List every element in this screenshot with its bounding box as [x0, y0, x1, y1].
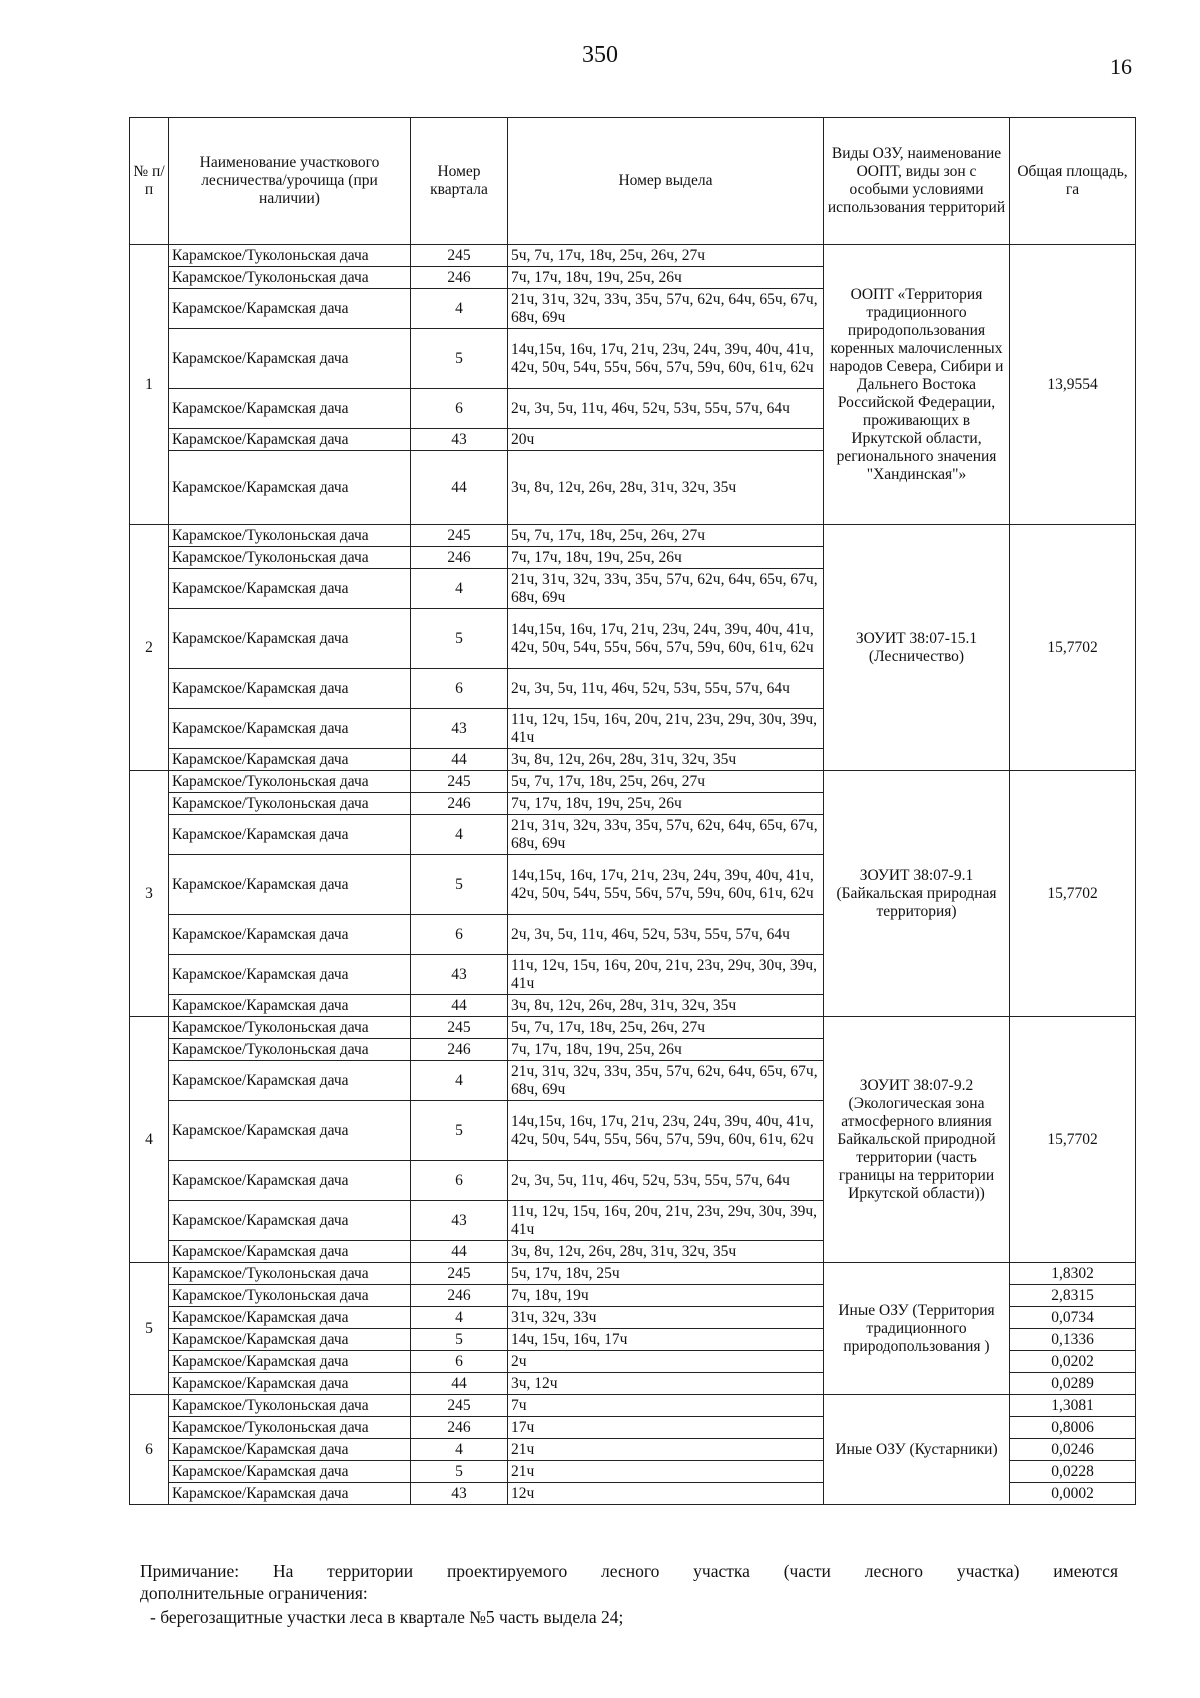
forestry-name: Карамское/Карамская дача [169, 609, 411, 669]
ozu-type: ЗОУИТ 38:07-9.2 (Экологическая зона атмосферного влияния Байкальской природной территории (часть границы на территории Иркутской области)) [824, 1017, 1010, 1263]
forestry-name: Карамское/Карамская дача [169, 1241, 411, 1263]
forestry-name: Карамское/Карамская дача [169, 1307, 411, 1329]
kvartal-number: 245 [411, 1017, 508, 1039]
vydel-numbers: 3ч, 8ч, 12ч, 26ч, 28ч, 31ч, 32ч, 35ч [508, 1241, 824, 1263]
total-area: 15,7702 [1010, 525, 1136, 771]
group-number: 4 [130, 1017, 169, 1263]
vydel-numbers: 5ч, 7ч, 17ч, 18ч, 25ч, 26ч, 27ч [508, 525, 824, 547]
kvartal-number: 246 [411, 267, 508, 289]
kvartal-number: 5 [411, 329, 508, 389]
note-line-2: дополнительные ограничения: [140, 1583, 368, 1603]
kvartal-number: 44 [411, 995, 508, 1017]
forestry-name: Карамское/Карамская дача [169, 1161, 411, 1201]
row-area: 0,0289 [1010, 1373, 1136, 1395]
forestry-name: Карамское/Туколоньская дача [169, 1263, 411, 1285]
forestry-name: Карамское/Карамская дача [169, 1439, 411, 1461]
kvartal-number: 4 [411, 289, 508, 329]
forestry-name: Карамское/Туколоньская дача [169, 1395, 411, 1417]
kvartal-number: 4 [411, 1439, 508, 1461]
group-number: 6 [130, 1395, 169, 1505]
vydel-numbers: 7ч, 18ч, 19ч [508, 1285, 824, 1307]
vydel-numbers: 14ч,15ч, 16ч, 17ч, 21ч, 23ч, 24ч, 39ч, 40ч, 41ч, 42ч, 50ч, 54ч, 55ч, 56ч, 57ч, 59ч, 60ч, 61ч, 62ч [508, 329, 824, 389]
forestry-name: Карамское/Карамская дача [169, 915, 411, 955]
row-area: 0,0734 [1010, 1307, 1136, 1329]
kvartal-number: 5 [411, 1329, 508, 1351]
forestry-name: Карамское/Карамская дача [169, 289, 411, 329]
row-area: 0,0202 [1010, 1351, 1136, 1373]
kvartal-number: 6 [411, 389, 508, 429]
page-number-right: 16 [1110, 54, 1132, 79]
kvartal-number: 6 [411, 1161, 508, 1201]
row-area: 1,8302 [1010, 1263, 1136, 1285]
vydel-numbers: 5ч, 7ч, 17ч, 18ч, 25ч, 26ч, 27ч [508, 245, 824, 267]
vydel-numbers: 21ч [508, 1461, 824, 1483]
forestry-name: Карамское/Туколоньская дача [169, 1017, 411, 1039]
forest-restrictions-table [129, 117, 1136, 1505]
header-kvartal: Номер квартала [411, 118, 508, 245]
kvartal-number: 246 [411, 1285, 508, 1307]
kvartal-number: 5 [411, 1101, 508, 1161]
table-body [130, 245, 1136, 1505]
vydel-numbers: 5ч, 7ч, 17ч, 18ч, 25ч, 26ч, 27ч [508, 1017, 824, 1039]
vydel-numbers: 5ч, 17ч, 18ч, 25ч [508, 1263, 824, 1285]
forestry-name: Карамское/Карамская дача [169, 995, 411, 1017]
row-area: 0,8006 [1010, 1417, 1136, 1439]
header-num: № п/ п [130, 118, 169, 245]
vydel-numbers: 21ч, 31ч, 32ч, 33ч, 35ч, 57ч, 62ч, 64ч, 65ч, 67ч, 68ч, 69ч [508, 815, 824, 855]
header-name: Наименование участкового лесничества/урочища (при наличии) [169, 118, 411, 245]
vydel-numbers: 2ч [508, 1351, 824, 1373]
kvartal-number: 245 [411, 1263, 508, 1285]
kvartal-number: 44 [411, 749, 508, 771]
vydel-numbers: 7ч, 17ч, 18ч, 19ч, 25ч, 26ч [508, 547, 824, 569]
header-vydel: Номер выдела [508, 118, 824, 245]
row-area: 0,0002 [1010, 1483, 1136, 1505]
vydel-numbers: 21ч [508, 1439, 824, 1461]
page-number-top: 350 [582, 42, 618, 68]
group-number: 3 [130, 771, 169, 1017]
ozu-type: Иные ОЗУ (Территория традиционного природопользования ) [824, 1263, 1010, 1395]
kvartal-number: 4 [411, 569, 508, 609]
vydel-numbers: 21ч, 31ч, 32ч, 33ч, 35ч, 57ч, 62ч, 64ч, 65ч, 67ч, 68ч, 69ч [508, 1061, 824, 1101]
vydel-numbers: 2ч, 3ч, 5ч, 11ч, 46ч, 52ч, 53ч, 55ч, 57ч, 64ч [508, 389, 824, 429]
vydel-numbers: 21ч, 31ч, 32ч, 33ч, 35ч, 57ч, 62ч, 64ч, 65ч, 67ч, 68ч, 69ч [508, 569, 824, 609]
forestry-name: Карамское/Карамская дача [169, 1351, 411, 1373]
row-area: 2,8315 [1010, 1285, 1136, 1307]
forestry-name: Карамское/Карамская дача [169, 1101, 411, 1161]
forestry-name: Карамское/Туколоньская дача [169, 267, 411, 289]
note-line-3: - берегозащитные участки леса в квартале №5 часть выдела 24; [150, 1607, 624, 1627]
kvartal-number: 5 [411, 609, 508, 669]
ozu-type: Иные ОЗУ (Кустарники) [824, 1395, 1010, 1505]
forestry-name: Карамское/Карамская дача [169, 429, 411, 451]
kvartal-number: 44 [411, 451, 508, 525]
vydel-numbers: 7ч, 17ч, 18ч, 19ч, 25ч, 26ч [508, 793, 824, 815]
group-number: 2 [130, 525, 169, 771]
forestry-name: Карамское/Карамская дача [169, 955, 411, 995]
kvartal-number: 43 [411, 709, 508, 749]
total-area: 15,7702 [1010, 1017, 1136, 1263]
forestry-name: Карамское/Карамская дача [169, 1483, 411, 1505]
vydel-numbers: 7ч [508, 1395, 824, 1417]
row-area: 0,0228 [1010, 1461, 1136, 1483]
header-area: Общая площадь, га [1010, 118, 1136, 245]
kvartal-number: 43 [411, 955, 508, 995]
forestry-name: Карамское/Карамская дача [169, 1373, 411, 1395]
vydel-numbers: 3ч, 8ч, 12ч, 26ч, 28ч, 31ч, 32ч, 35ч [508, 995, 824, 1017]
forestry-name: Карамское/Карамская дача [169, 389, 411, 429]
kvartal-number: 5 [411, 1461, 508, 1483]
kvartal-number: 44 [411, 1373, 508, 1395]
forestry-name: Карамское/Туколоньская дача [169, 1417, 411, 1439]
vydel-numbers: 5ч, 7ч, 17ч, 18ч, 25ч, 26ч, 27ч [508, 771, 824, 793]
vydel-numbers: 14ч,15ч, 16ч, 17ч, 21ч, 23ч, 24ч, 39ч, 40ч, 41ч, 42ч, 50ч, 54ч, 55ч, 56ч, 57ч, 59ч, 60ч, 61ч, 62ч [508, 855, 824, 915]
forestry-name: Карамское/Карамская дача [169, 569, 411, 609]
kvartal-number: 5 [411, 855, 508, 915]
ozu-type: ЗОУИТ 38:07-9.1 (Байкальская природная территория) [824, 771, 1010, 1017]
vydel-numbers: 3ч, 12ч [508, 1373, 824, 1395]
forestry-name: Карамское/Карамская дача [169, 855, 411, 915]
table-row [130, 525, 1136, 547]
forestry-name: Карамское/Карамская дача [169, 669, 411, 709]
forestry-name: Карамское/Карамская дача [169, 749, 411, 771]
kvartal-number: 6 [411, 669, 508, 709]
table-row [130, 1395, 1136, 1417]
total-area: 13,9554 [1010, 245, 1136, 525]
kvartal-number: 43 [411, 1483, 508, 1505]
vydel-numbers: 2ч, 3ч, 5ч, 11ч, 46ч, 52ч, 53ч, 55ч, 57ч, 64ч [508, 669, 824, 709]
kvartal-number: 246 [411, 1039, 508, 1061]
table-row [130, 771, 1136, 793]
forestry-name: Карамское/Карамская дача [169, 1461, 411, 1483]
vydel-numbers: 12ч [508, 1483, 824, 1505]
ozu-type: ООПТ «Территория традиционного природопользования коренных малочисленных народов Севера, Сибири и Дальнего Востока Российской Федерации, проживающих в Иркутской области, регионального значения "Хандинская"» [824, 245, 1010, 525]
forestry-name: Карамское/Карамская дача [169, 709, 411, 749]
kvartal-number: 43 [411, 1201, 508, 1241]
row-area: 0,0246 [1010, 1439, 1136, 1461]
vydel-numbers: 11ч, 12ч, 15ч, 16ч, 20ч, 21ч, 23ч, 29ч, 30ч, 39ч, 41ч [508, 1201, 824, 1241]
forestry-name: Карамское/Карамская дача [169, 1329, 411, 1351]
vydel-numbers: 2ч, 3ч, 5ч, 11ч, 46ч, 52ч, 53ч, 55ч, 57ч, 64ч [508, 915, 824, 955]
kvartal-number: 246 [411, 547, 508, 569]
vydel-numbers: 11ч, 12ч, 15ч, 16ч, 20ч, 21ч, 23ч, 29ч, 30ч, 39ч, 41ч [508, 955, 824, 995]
total-area: 15,7702 [1010, 771, 1136, 1017]
kvartal-number: 44 [411, 1241, 508, 1263]
kvartal-number: 246 [411, 1417, 508, 1439]
forestry-name: Карамское/Карамская дача [169, 1201, 411, 1241]
kvartal-number: 4 [411, 1307, 508, 1329]
table-header-row [130, 118, 1136, 245]
kvartal-number: 43 [411, 429, 508, 451]
vydel-numbers: 3ч, 8ч, 12ч, 26ч, 28ч, 31ч, 32ч, 35ч [508, 749, 824, 771]
note-line-1: Примичание: На территории проектируемого лесного участка (части лесного участка) имеются [140, 1561, 1118, 1581]
forestry-name: Карамское/Туколоньская дача [169, 1285, 411, 1307]
vydel-numbers: 2ч, 3ч, 5ч, 11ч, 46ч, 52ч, 53ч, 55ч, 57ч, 64ч [508, 1161, 824, 1201]
forestry-name: Карамское/Карамская дача [169, 1061, 411, 1101]
row-area: 0,1336 [1010, 1329, 1136, 1351]
kvartal-number: 245 [411, 525, 508, 547]
vydel-numbers: 14ч, 15ч, 16ч, 17ч [508, 1329, 824, 1351]
vydel-numbers: 21ч, 31ч, 32ч, 33ч, 35ч, 57ч, 62ч, 64ч, 65ч, 67ч, 68ч, 69ч [508, 289, 824, 329]
vydel-numbers: 17ч [508, 1417, 824, 1439]
table-row [130, 1017, 1136, 1039]
kvartal-number: 6 [411, 1351, 508, 1373]
forestry-name: Карамское/Туколоньская дача [169, 547, 411, 569]
vydel-numbers: 14ч,15ч, 16ч, 17ч, 21ч, 23ч, 24ч, 39ч, 40ч, 41ч, 42ч, 50ч, 54ч, 55ч, 56ч, 57ч, 59ч, 60ч, 61ч, 62ч [508, 609, 824, 669]
vydel-numbers: 14ч,15ч, 16ч, 17ч, 21ч, 23ч, 24ч, 39ч, 40ч, 41ч, 42ч, 50ч, 54ч, 55ч, 56ч, 57ч, 59ч, 60ч, 61ч, 62ч [508, 1101, 824, 1161]
forestry-name: Карамское/Карамская дача [169, 451, 411, 525]
ozu-type: ЗОУИТ 38:07-15.1 (Лесничество) [824, 525, 1010, 771]
kvartal-number: 245 [411, 771, 508, 793]
kvartal-number: 4 [411, 815, 508, 855]
row-area: 1,3081 [1010, 1395, 1136, 1417]
vydel-numbers: 11ч, 12ч, 15ч, 16ч, 20ч, 21ч, 23ч, 29ч, 30ч, 39ч, 41ч [508, 709, 824, 749]
group-number: 1 [130, 245, 169, 525]
kvartal-number: 246 [411, 793, 508, 815]
kvartal-number: 4 [411, 1061, 508, 1101]
group-number: 5 [130, 1263, 169, 1395]
kvartal-number: 6 [411, 915, 508, 955]
forestry-name: Карамское/Туколоньская дача [169, 525, 411, 547]
forestry-name: Карамское/Карамская дача [169, 329, 411, 389]
forestry-name: Карамское/Туколоньская дача [169, 245, 411, 267]
kvartal-number: 245 [411, 1395, 508, 1417]
header-ozu: Виды ОЗУ, наименование ООПТ, виды зон с особыми условиями использования территорий [824, 118, 1010, 245]
table-row [130, 1263, 1136, 1285]
vydel-numbers: 7ч, 17ч, 18ч, 19ч, 25ч, 26ч [508, 267, 824, 289]
forestry-name: Карамское/Туколоньская дача [169, 771, 411, 793]
kvartal-number: 245 [411, 245, 508, 267]
vydel-numbers: 7ч, 17ч, 18ч, 19ч, 25ч, 26ч [508, 1039, 824, 1061]
forestry-name: Карамское/Туколоньская дача [169, 1039, 411, 1061]
vydel-numbers: 3ч, 8ч, 12ч, 26ч, 28ч, 31ч, 32ч, 35ч [508, 451, 824, 525]
vydel-numbers: 31ч, 32ч, 33ч [508, 1307, 824, 1329]
table-row [130, 245, 1136, 267]
vydel-numbers: 20ч [508, 429, 824, 451]
forestry-name: Карамское/Карамская дача [169, 815, 411, 855]
forestry-name: Карамское/Туколоньская дача [169, 793, 411, 815]
